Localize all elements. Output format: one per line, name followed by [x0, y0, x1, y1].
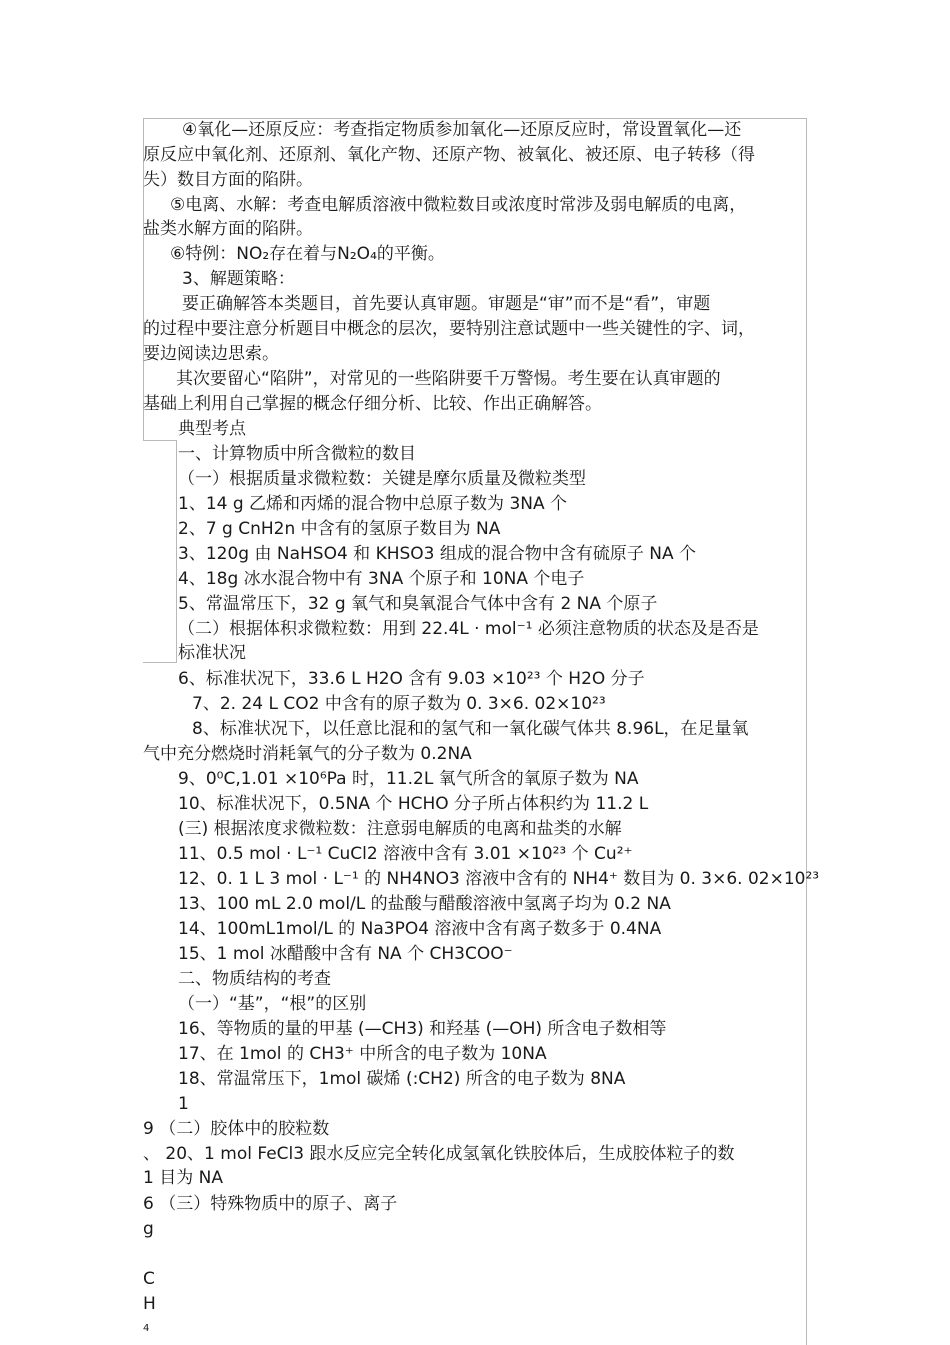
exercise-item: 12、0. 1 L 3 mol · L⁻¹ 的 NH4NO3 溶液中含有的 NH4⁺ 数目为 0. 3×6. 02×10²³ — [178, 869, 820, 889]
exercise-item: 2、7 g CnH2n 中含有的氢原子数目为 NA — [178, 519, 501, 539]
text-line: ⑤电离、水解：考查电解质溶液中微粒数目或浓度时常涉及弱电解质的电离， — [170, 195, 747, 215]
exercise-item: 、 20、1 mol FeCl3 跟水反应完全转化成氢氧化铁胶体后，生成胶体粒子的数 — [143, 1144, 735, 1164]
exercise-item: 8、标准状况下，以任意比混和的氢气和一氧化碳气体共 8.96L，在足量氧 — [192, 719, 749, 739]
exercise-item: 气中充分燃烧时消耗氧气的分子数为 0.2NA — [143, 744, 472, 764]
text-line: 原反应中氧化剂、还原剂、氧化产物、还原产物、被氧化、被还原、电子转移（得 — [143, 145, 755, 165]
cell-border-rule — [143, 440, 177, 441]
subsection-heading: （一）根据质量求微粒数：关键是摩尔质量及微粒类型 — [178, 469, 586, 489]
exercise-item: 11、0.5 mol · L⁻¹ CuCl2 溶液中含有 3.01 ×10²³ 个 Cu²⁺ — [178, 844, 633, 864]
exercise-item: 17、在 1mol 的 CH3⁺ 中所含的电子数为 10NA — [178, 1044, 547, 1064]
text-line: 的过程中要注意分析题目中概念的层次，要特别注意试题中一些关键性的字、词， — [143, 319, 755, 339]
exercise-item: 3、120g 由 NaHSO4 和 KHSO3 组成的混合物中含有硫原子 NA 个 — [178, 544, 697, 564]
exercise-item: 16、等物质的量的甲基 (—CH3) 和羟基 (—OH) 所含电子数相等 — [178, 1019, 667, 1039]
text-line: 基础上利用自己掌握的概念仔细分析、比较、作出正确解答。 — [143, 394, 602, 414]
stray-glyph: 1 — [178, 1094, 189, 1114]
stray-glyph: C — [143, 1269, 155, 1289]
section-heading: 典型考点 — [178, 419, 246, 439]
subsection-heading: (三) 根据浓度求微粒数：注意弱电解质的电离和盐类的水解 — [178, 819, 622, 839]
exercise-item: 4、18g 冰水混合物中有 3NA 个原子和 10NA 个电子 — [178, 569, 585, 589]
stray-glyph: 4 — [143, 1323, 150, 1334]
section-heading: 3、解题策略： — [182, 269, 295, 289]
exercise-item: 6、标准状况下，33.6 L H2O 含有 9.03 ×10²³ 个 H2O 分子 — [178, 669, 645, 689]
subsection-heading: （一）“基”，“根”的区别 — [178, 994, 367, 1014]
exercise-item: 18、常温常压下，1mol 碳烯 (:CH2) 所含的电子数为 8NA — [178, 1069, 626, 1089]
text-line: ④氧化—还原反应：考查指定物质参加氧化—还原反应时，常设置氧化—还 — [182, 120, 742, 140]
exercise-item: 15、1 mol 冰醋酸中含有 NA 个 CH3COO⁻ — [178, 944, 513, 964]
text-line: 要边阅读边思索。 — [143, 344, 279, 364]
right-border-rule — [806, 118, 807, 1345]
text-line: ⑥特例：NO₂存在着与N₂O₄的平衡。 — [170, 244, 445, 264]
cell-border-rule — [143, 662, 177, 663]
section-heading: 二、物质结构的考查 — [178, 969, 331, 989]
exercise-item: 5、常温常压下，32 g 氧气和臭氧混合气体中含有 2 NA 个原子 — [178, 594, 658, 614]
exercise-item: 1、14 g 乙烯和丙烯的混合物中总原子数为 3NA 个 — [178, 494, 568, 514]
text-line: 盐类水解方面的陷阱。 — [143, 219, 313, 239]
exercise-item: 1 目为 NA — [143, 1168, 223, 1188]
left-border-rule — [143, 118, 144, 440]
section-heading: 一、计算物质中所含微粒的数目 — [178, 444, 416, 464]
exercise-item: 9、0⁰C,1.01 ×10⁶Pa 时，11.2L 氧气所含的氧原子数为 NA — [178, 769, 639, 789]
exercise-item: 7、2. 24 L CO2 中含有的原子数为 0. 3×6. 02×10²³ — [192, 694, 606, 714]
subsection-heading: 标准状况 — [178, 643, 246, 663]
exercise-item: 13、100 mL 2.0 mol/L 的盐酸与醋酸溶液中氢离子均为 0.2 NA — [178, 894, 671, 914]
cell-border-rule — [176, 440, 177, 662]
text-line: 其次要留心“陷阱”，对常见的一些陷阱要千万警惕。考生要在认真审题的 — [176, 369, 721, 389]
exercise-item: 10、标准状况下，0.5NA 个 HCHO 分子所占体积约为 11.2 L — [178, 794, 649, 814]
exercise-item: 14、100mL1mol/L 的 Na3PO4 溶液中含有离子数多于 0.4NA — [178, 919, 662, 939]
stray-glyph: H — [143, 1294, 156, 1314]
stray-glyph: g — [143, 1219, 154, 1239]
text-line: 失）数目方面的陷阱。 — [143, 170, 313, 190]
text-line: 要正确解答本类题目，首先要认真审题。审题是“审”而不是“看”，审题 — [182, 294, 711, 314]
subsection-heading: 9 （二）胶体中的胶粒数 — [143, 1119, 330, 1139]
subsection-heading: 6 （三）特殊物质中的原子、离子 — [143, 1194, 398, 1214]
subsection-heading: （二）根据体积求微粒数：用到 22.4L · mol⁻¹ 必须注意物质的状态及是否是 — [178, 619, 759, 639]
